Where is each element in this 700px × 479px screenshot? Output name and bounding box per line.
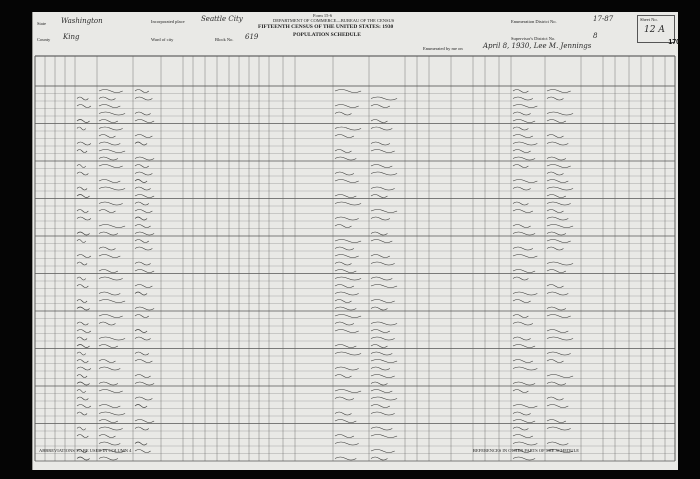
census-title: FIFTEENTH CENSUS OF THE UNITED STATES: 1930 xyxy=(258,24,394,30)
schedule-title: POPULATION SCHEDULE xyxy=(293,32,361,38)
form-number: Form 15-6 xyxy=(313,13,333,18)
sheet-label: Sheet No. xyxy=(640,17,658,22)
block-label: Block No. xyxy=(215,37,234,42)
sheet-value: 12 A xyxy=(644,25,665,35)
enum-district-label: Enumeration District No. xyxy=(511,19,557,24)
enum-district-value: 17-87 xyxy=(593,15,614,23)
enumerated-label: Enumerated by me on xyxy=(423,46,463,51)
county-label: County xyxy=(37,37,51,42)
census-sheet xyxy=(32,12,678,470)
department-line: DEPARTMENT OF COMMERCE—BUREAU OF THE CENSUS xyxy=(273,18,395,23)
page-number: 170 xyxy=(668,39,680,46)
supervisor-label: Supervisor's District No. xyxy=(511,36,556,41)
census-table-grid xyxy=(33,12,678,470)
county-value: King xyxy=(63,33,80,41)
footer-references: REFERENCES IN OTHER PARTS OF THE SCHEDULE xyxy=(473,448,579,453)
place-label: Incorporated place xyxy=(151,19,185,24)
supervisor-value: 8 xyxy=(593,32,598,40)
enumerated-value: April 8, 1930, Lee M. Jennings xyxy=(483,42,592,50)
footer-abbreviations: ABBREVIATIONS TO BE USED IN COLUMN 4 xyxy=(39,448,132,453)
state-value: Washington xyxy=(61,17,103,25)
place-value: Seattle City xyxy=(201,15,243,23)
ward-label: Ward of city xyxy=(151,37,174,42)
state-label: State xyxy=(37,21,46,26)
block-value: 619 xyxy=(245,33,259,41)
